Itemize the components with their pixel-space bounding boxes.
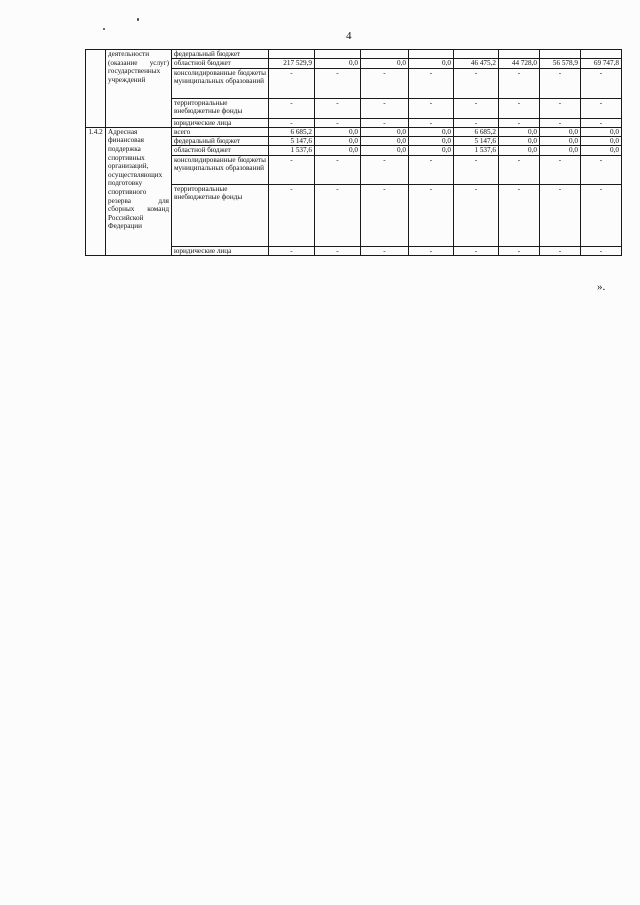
value-cell [409,50,454,59]
value-cell: 0,0 [361,127,409,136]
value-cell: - [581,155,622,184]
funding-source: юридические лица [172,118,269,127]
value-cell [581,50,622,59]
value-cell: - [269,246,315,255]
funding-source: федеральный бюджет [172,50,269,59]
value-cell [269,50,315,59]
value-cell: 6 685,2 [454,127,499,136]
value-cell: 5 147,6 [454,137,499,146]
value-cell: - [361,155,409,184]
value-cell: - [499,68,540,98]
funding-source: консолидированные бюджеты муниципальных образований [172,155,269,184]
value-cell: - [454,118,499,127]
page-number: 4 [346,30,352,42]
closing-quote: ». [597,281,606,293]
value-cell: - [361,68,409,98]
value-cell: - [409,155,454,184]
value-cell: - [540,118,581,127]
value-cell: - [581,246,622,255]
value-cell [540,50,581,59]
value-cell: - [315,155,361,184]
value-cell: - [409,68,454,98]
value-cell: - [454,246,499,255]
value-cell: 0,0 [581,137,622,146]
funding-source: территориальные внебюджетные фонды [172,184,269,246]
value-cell: - [540,98,581,118]
value-cell: - [409,184,454,246]
value-cell: 0,0 [409,146,454,155]
value-cell: 0,0 [361,146,409,155]
value-cell: 0,0 [581,146,622,155]
value-cell: - [540,68,581,98]
budget-table [85,49,622,256]
value-cell: 69 747,8 [581,59,622,68]
value-cell: - [499,184,540,246]
value-cell: 0,0 [540,146,581,155]
value-cell: 0,0 [315,127,361,136]
value-cell: 0,0 [361,137,409,146]
value-cell: 0,0 [581,127,622,136]
funding-source: консолидированные бюджеты муниципальных образований [172,68,269,98]
value-cell: - [454,155,499,184]
value-cell: - [540,155,581,184]
value-cell: 56 578,9 [540,59,581,68]
value-cell [454,50,499,59]
value-cell: - [499,155,540,184]
value-cell: - [581,184,622,246]
value-cell: - [361,184,409,246]
funding-source: федеральный бюджет [172,137,269,146]
value-cell: 0,0 [361,59,409,68]
value-cell: 0,0 [315,137,361,146]
value-cell: 0,0 [315,59,361,68]
value-cell: - [581,118,622,127]
value-cell: - [269,118,315,127]
funding-source: юридические лица [172,246,269,255]
value-cell: 44 728,0 [499,59,540,68]
funding-source: областной бюджет [172,59,269,68]
value-cell: 0,0 [315,146,361,155]
funding-source: областной бюджет [172,146,269,155]
value-cell: - [315,118,361,127]
value-cell: - [361,98,409,118]
value-cell: 217 529,9 [269,59,315,68]
scan-speck [137,18,139,21]
table-row [86,50,622,59]
value-cell: - [409,98,454,118]
value-cell: 5 147,6 [269,137,315,146]
funding-source: всего [172,127,269,136]
value-cell: - [581,98,622,118]
value-cell: 0,0 [409,127,454,136]
item-code: 1.4.2 [86,127,106,255]
item-name: деятельности (оказание услуг) государственных учреждений [106,50,172,128]
value-cell: 0,0 [409,59,454,68]
value-cell: 1 537,6 [454,146,499,155]
value-cell: - [269,184,315,246]
value-cell: - [540,246,581,255]
value-cell [361,50,409,59]
funding-source: территориальные внебюджетные фонды [172,98,269,118]
value-cell: 0,0 [540,127,581,136]
value-cell: 0,0 [540,137,581,146]
value-cell: 1 537,6 [269,146,315,155]
value-cell: - [540,184,581,246]
value-cell [499,50,540,59]
value-cell: 0,0 [499,137,540,146]
value-cell: 6 685,2 [269,127,315,136]
value-cell: - [315,68,361,98]
value-cell: - [269,155,315,184]
value-cell: 0,0 [499,127,540,136]
value-cell: - [361,246,409,255]
value-cell: - [269,68,315,98]
value-cell: - [409,118,454,127]
value-cell [315,50,361,59]
value-cell: - [454,98,499,118]
table-row [86,127,622,136]
value-cell: 0,0 [409,137,454,146]
value-cell: - [499,98,540,118]
value-cell: - [361,118,409,127]
value-cell: - [454,184,499,246]
value-cell: - [269,98,315,118]
item-name: Адресная финансовая поддержка спортивных организаций, осуществляющих подготовку спортивного резерва для сборных команд Российской Федерации [106,127,172,255]
value-cell: - [315,98,361,118]
value-cell: - [315,246,361,255]
value-cell: - [454,68,499,98]
value-cell: 46 475,2 [454,59,499,68]
scan-speck [103,28,105,30]
item-code [86,50,106,128]
value-cell: - [315,184,361,246]
value-cell: 0,0 [499,146,540,155]
value-cell: - [499,246,540,255]
value-cell: - [409,246,454,255]
value-cell: - [581,68,622,98]
value-cell: - [499,118,540,127]
